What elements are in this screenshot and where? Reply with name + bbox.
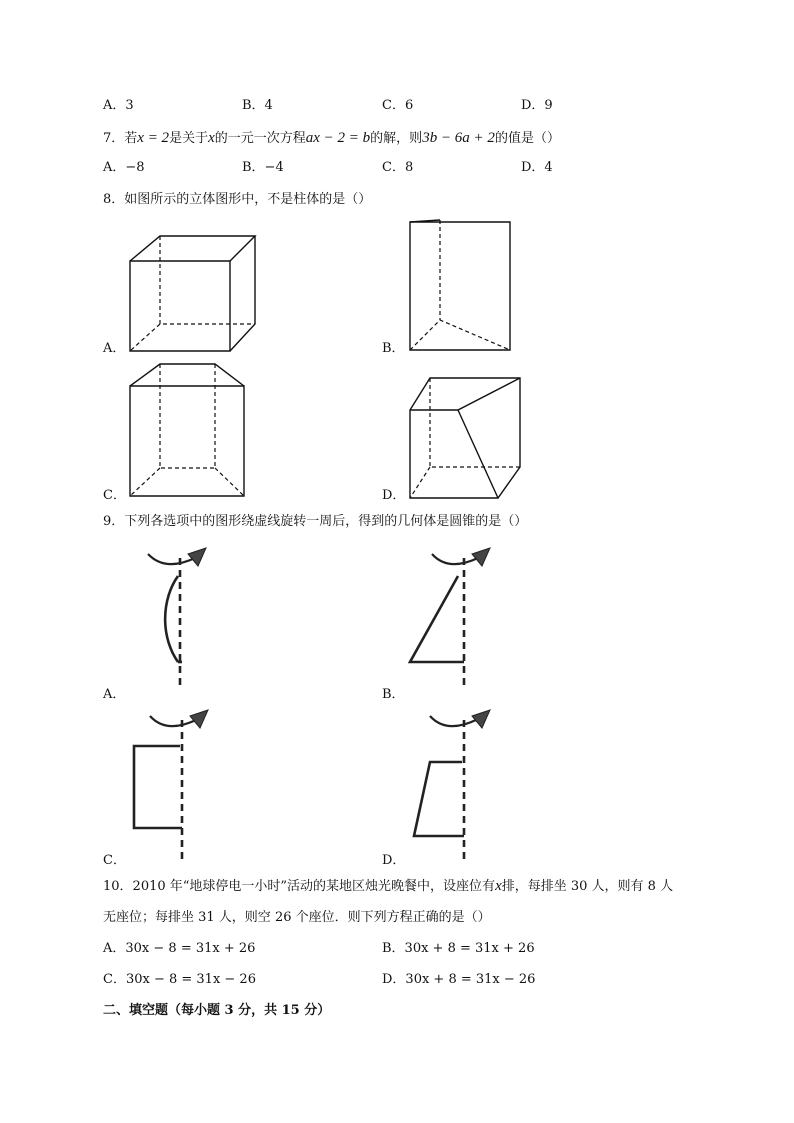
q7-option-d: D．4 <box>521 160 553 175</box>
q6-option-d: D．9 <box>521 98 553 113</box>
q6-option-a: A．3 <box>103 98 134 113</box>
q8-figure-b-triangular-prism <box>400 212 530 357</box>
q9-label-c: C． <box>103 853 126 868</box>
q7-condition: x = 2 <box>137 130 170 146</box>
q8-figure-c-frustum <box>120 358 260 500</box>
section-2-title: 二、填空题（每小题 3 分，共 15 分） <box>103 1003 331 1018</box>
question-10-line2: 无座位；每排坐 31 人，则空 26 个座位．则下列方程正确的是（） <box>103 910 491 925</box>
q10-option-d: D．30x + 8 = 31x − 26 <box>382 972 536 987</box>
q7-mid1: 是关于 <box>169 131 209 146</box>
q8-figure-a-cube <box>120 226 270 361</box>
q10-variable: x <box>495 878 502 894</box>
q9-figure-d-trapezoid <box>400 706 510 864</box>
q7-suffix: 的值是（） <box>494 131 560 146</box>
q8-figure-d-cut-prism <box>400 372 530 502</box>
q9-label-d: D． <box>382 853 406 868</box>
q10-line1-end: 排，每排坐 30 人，则有 8 人 <box>501 879 674 894</box>
q8-label-b: B． <box>382 341 405 356</box>
q6-option-c: C．6 <box>382 98 414 113</box>
q8-label-d: D． <box>382 488 406 503</box>
q7-equation: ax − 2 = b <box>305 130 371 146</box>
q9-figure-c-rectangle <box>120 706 230 864</box>
q7-option-b: B．−4 <box>242 160 284 175</box>
q10-option-b: B．30x + 8 = 31x + 26 <box>382 941 535 956</box>
q10-line1-start: 10．2010 年“地球停电一小时”活动的某地区烛光晚餐中，设座位有 <box>103 879 496 894</box>
q9-label-a: A． <box>103 687 126 702</box>
question-8-stem: 8．如图所示的立体图形中，不是柱体的是（） <box>103 192 372 207</box>
q7-expression: 3b − 6a + 2 <box>422 130 495 146</box>
q9-figure-a-semicircle <box>120 540 230 690</box>
q10-option-c: C．30x − 8 = 31x − 26 <box>103 972 256 987</box>
q8-label-a: A． <box>103 341 126 356</box>
q7-option-c: C．8 <box>382 160 414 175</box>
q7-variable: x <box>208 130 215 146</box>
q10-option-a: A．30x − 8 = 31x + 26 <box>103 941 256 956</box>
q9-figure-b-right-triangle <box>400 540 510 690</box>
q9-label-b: B． <box>382 687 405 702</box>
q8-label-c: C． <box>103 488 126 503</box>
q7-mid2: 的一元一次方程 <box>214 131 306 146</box>
q7-option-a: A．−8 <box>103 160 145 175</box>
question-7-stem <box>103 129 560 148</box>
q6-option-b: B．4 <box>242 98 273 113</box>
question-9-stem: 9．下列各选项中的图形绕虚线旋转一周后，得到的几何体是圆锥的是（） <box>103 514 528 529</box>
q7-prefix: 7．若 <box>103 131 138 146</box>
question-10-line1 <box>103 877 673 896</box>
q7-mid3: 的解，则 <box>370 131 423 146</box>
